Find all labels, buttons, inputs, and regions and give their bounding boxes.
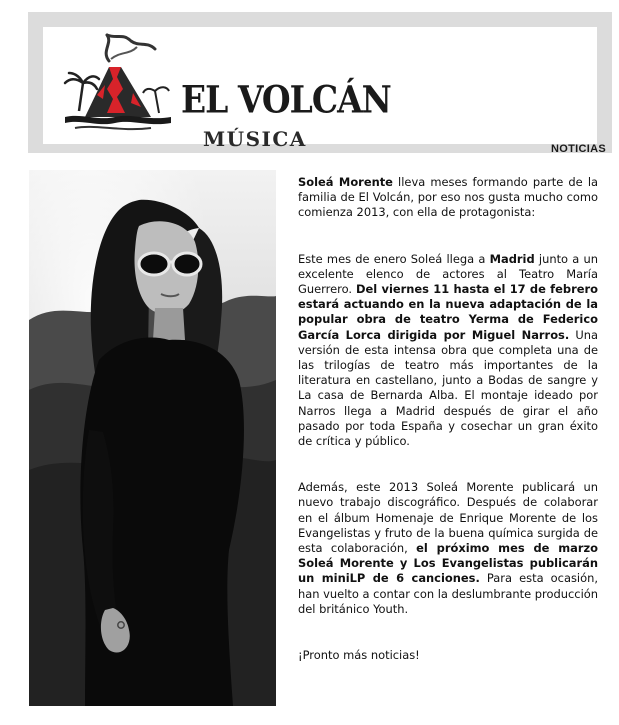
- article-paragraph-theatre: [298, 252, 598, 450]
- album-text-2: Para esta ocasión, han vuelto a contar con la deslumbrante producción del británico Youth.: [298, 571, 598, 616]
- article-paragraph-album: [298, 480, 598, 617]
- theatre-text-3: Una versión de esta intensa obra que completa una de las trilogías de teatro más importantes de la literatura en castellano, junto a Bodas de sangre y La casa de Bernarda Alba. El montaje ideado por Narros llega a Madrid después de girar el año pasado por toda España y cosechar un gran éxito de crítica y público.: [298, 327, 599, 449]
- el-volcan-logo[interactable]: [51, 33, 391, 151]
- theatre-text-2: junto a un excelente elenco de actores al Teatro María Guerrero.: [298, 251, 599, 297]
- portrait-photo: [29, 170, 276, 706]
- article-closing: ¡Pronto más noticias!: [298, 648, 420, 663]
- volcano-icon: [51, 33, 181, 133]
- city-name: Madrid: [489, 251, 535, 266]
- header-panel: [43, 27, 606, 155]
- album-highlight: el próximo mes de marzo Soleá Morente y Los Evangelistas publicarán un miniLP de 6 canciones.: [298, 541, 598, 586]
- logo-subtitle: MÚSICA: [203, 127, 307, 151]
- theatre-text-1: Este mes de enero Soleá llega a: [298, 251, 490, 266]
- article-paragraph-intro: [298, 175, 598, 221]
- news-article: [298, 175, 598, 663]
- artist-name: Soleá Morente: [298, 175, 393, 189]
- section-label-noticias: NOTICIAS: [551, 143, 606, 155]
- theatre-highlight: Del viernes 11 hasta el 17 de febrero estará actuando en la nueva adaptación de la popular obra de teatro Yerma de Federico García Lorca dirigida por Miguel Narros.: [298, 282, 599, 342]
- portrait-photo-image: [29, 170, 276, 706]
- header-banner: [28, 12, 612, 153]
- intro-text: lleva meses formando parte de la familia de El Volcán, por eso nos gusta mucho como comienza 2013, con ella de protagonista:: [298, 175, 599, 220]
- album-text-1: Además, este 2013 Soleá Morente publicará un nuevo trabajo discográfico. Después de colaborar en el álbum Homenaje de Enrique Morente de los Evangelistas y fruto de la buena química surgida de esta colaboración,: [298, 480, 598, 556]
- logo-title: EL VOLCÁN: [181, 77, 391, 122]
